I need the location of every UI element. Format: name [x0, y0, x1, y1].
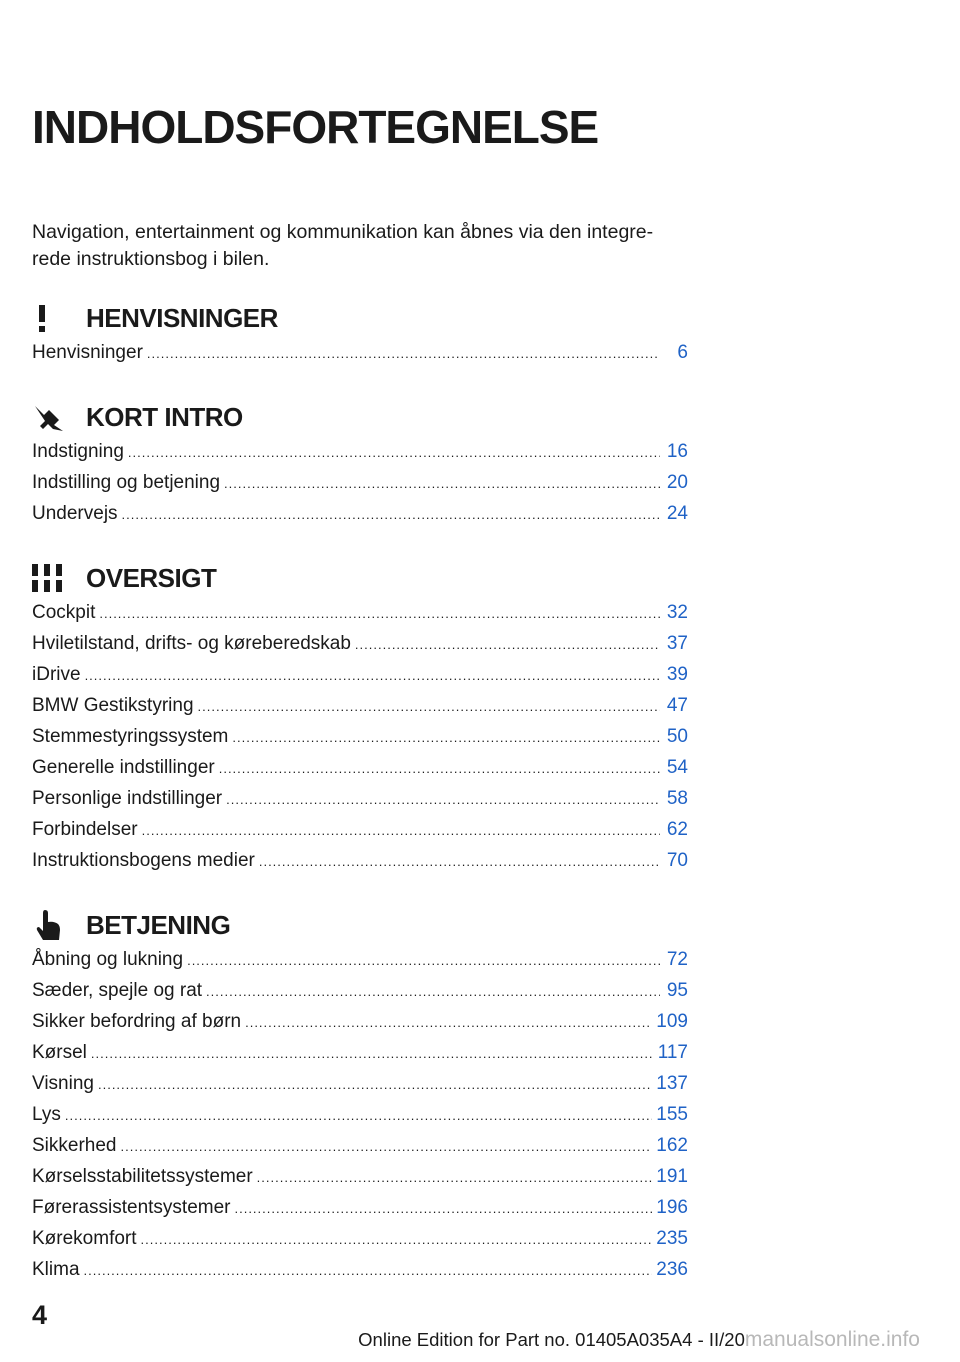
toc-entry-label: Kørselsstabilitetssystemer: [32, 1166, 253, 1187]
toc-entry[interactable]: [32, 472, 688, 503]
toc-sections: [32, 298, 688, 1314]
section-header: [32, 558, 688, 598]
toc-entry-page-link[interactable]: 6: [677, 342, 688, 363]
toc-entry[interactable]: [32, 980, 688, 1011]
dot-leader: [226, 792, 660, 807]
dot-leader: [206, 984, 660, 999]
intro-text: Navigation, entertainment og kommunikation kan åbnes via den integre-rede instruktionsbog i bilen.: [32, 221, 654, 270]
dot-leader: [198, 699, 660, 714]
dot-leader: [234, 1201, 652, 1216]
toc-entry-page-link[interactable]: 137: [656, 1073, 688, 1094]
dot-leader: [84, 1263, 653, 1278]
toc-section: [32, 397, 688, 534]
exclamation-icon: [32, 303, 70, 333]
dot-leader: [257, 1170, 653, 1185]
toc-entry-page-link[interactable]: 196: [656, 1197, 688, 1218]
toc-entry[interactable]: [32, 1259, 688, 1290]
toc-entry-label: Henvisninger: [32, 342, 143, 363]
page-number: 4: [32, 1300, 48, 1330]
dot-leader: [65, 1108, 652, 1123]
toc-entry-page-link[interactable]: 235: [656, 1228, 688, 1249]
toc-entry[interactable]: [32, 1042, 688, 1073]
dot-leader: [141, 1232, 653, 1247]
toc-entry-page-link[interactable]: 24: [666, 503, 688, 524]
toc-entry-label: Klima: [32, 1259, 80, 1280]
dot-leader: [121, 1139, 653, 1154]
dot-leader: [122, 507, 660, 522]
toc-entry[interactable]: [32, 850, 688, 881]
toc-entry[interactable]: [32, 695, 688, 726]
toc-entry-page-link[interactable]: 58: [666, 788, 688, 809]
dot-leader: [245, 1015, 652, 1030]
toc-entry[interactable]: [32, 633, 688, 664]
toc-entry-label: Sikker befordring af børn: [32, 1011, 242, 1032]
dot-leader: [224, 476, 660, 491]
toc-entry-page-link[interactable]: 32: [666, 602, 688, 623]
hand-icon: [32, 910, 70, 940]
toc-section: [32, 298, 688, 373]
toc-entry-label: Indstilling og betjening: [32, 472, 221, 493]
toc-entry-page-link[interactable]: 95: [666, 980, 688, 1001]
toc-entry-page-link[interactable]: 20: [666, 472, 688, 493]
toc-entry-label: Cockpit: [32, 602, 96, 623]
toc-entry-label: Instruktionsbogens medier: [32, 850, 255, 871]
toc-entry[interactable]: [32, 441, 688, 472]
toc-entry[interactable]: [32, 819, 688, 850]
toc-entry[interactable]: [32, 602, 688, 633]
toc-entry-label: Sikkerhed: [32, 1135, 117, 1156]
toc-entry-label: Stemmestyringssystem: [32, 726, 229, 747]
toc-entry-page-link[interactable]: 109: [656, 1011, 688, 1032]
toc-entry-label: Indstigning: [32, 441, 124, 462]
toc-entry-page-link[interactable]: 50: [666, 726, 688, 747]
toc-entry-label: Lys: [32, 1104, 61, 1125]
toc-entry-label: iDrive: [32, 664, 81, 685]
section-title: BETJENING: [86, 909, 231, 940]
dot-leader: [85, 668, 660, 683]
toc-entry-label: Hviletilstand, drifts- og køreberedskab: [32, 633, 351, 654]
toc-entry-label: Personlige indstillinger: [32, 788, 223, 809]
toc-entry-label: Visning: [32, 1073, 94, 1094]
toc-entry[interactable]: [32, 503, 688, 534]
toc-entry[interactable]: [32, 1228, 688, 1259]
toc-entry-label: Kørekomfort: [32, 1228, 137, 1249]
toc-entry-page-link[interactable]: 39: [666, 664, 688, 685]
toc-entry-label: Sæder, spejle og rat: [32, 980, 203, 1001]
section-title: HENVISNINGER: [86, 302, 278, 333]
section-title: OVERSIGT: [86, 562, 217, 593]
toc-entry[interactable]: [32, 1011, 688, 1042]
toc-entry[interactable]: [32, 1166, 688, 1197]
footer-edition: Online Edition for Part no. 01405A035A4 - II/20: [358, 1329, 745, 1350]
toc-entry-page-link[interactable]: 162: [656, 1135, 688, 1156]
toc-entry-label: Åbning og lukning: [32, 949, 184, 970]
toc-entry[interactable]: [32, 1197, 688, 1228]
page-title: INDHOLDSFORTEGNELSE: [32, 101, 599, 153]
toc-entry-label: Forbindelser: [32, 819, 138, 840]
toc-entry[interactable]: [32, 1135, 688, 1166]
toc-entry-page-link[interactable]: 62: [666, 819, 688, 840]
toc-entry-page-link[interactable]: 155: [656, 1104, 688, 1125]
toc-entry[interactable]: [32, 1104, 688, 1135]
toc-entry[interactable]: [32, 788, 688, 819]
toc-entry-label: Førerassistentsystemer: [32, 1197, 231, 1218]
dot-leader: [355, 637, 660, 652]
toc-entry-page-link[interactable]: 47: [666, 695, 688, 716]
toc-entry-page-link[interactable]: 191: [656, 1166, 688, 1187]
grid-icon: [32, 563, 70, 593]
toc-entry-page-link[interactable]: 37: [666, 633, 688, 654]
toc-entry-label: Generelle indstillinger: [32, 757, 215, 778]
dot-leader: [219, 761, 660, 776]
toc-entry[interactable]: [32, 342, 688, 373]
pin-icon: [32, 402, 70, 432]
toc-entry[interactable]: [32, 949, 688, 980]
dot-leader: [232, 730, 660, 745]
section-title: KORT INTRO: [86, 401, 243, 432]
toc-entry-page-link[interactable]: 54: [666, 757, 688, 778]
toc-entry[interactable]: [32, 757, 688, 788]
dot-leader: [142, 823, 660, 838]
toc-entry-label: Kørsel: [32, 1042, 87, 1063]
toc-entry-page-link[interactable]: 72: [666, 949, 688, 970]
section-header: [32, 298, 688, 338]
toc-entry-label: BMW Gestikstyring: [32, 695, 194, 716]
toc-section: [32, 558, 688, 881]
dot-leader: [99, 606, 660, 621]
toc-entry-label: Undervejs: [32, 503, 118, 524]
toc-entry-page-link[interactable]: 236: [656, 1259, 688, 1280]
footer-domain: manualsonline.info: [744, 1328, 920, 1351]
dot-leader: [187, 953, 660, 968]
dot-leader: [147, 346, 660, 361]
dot-leader: [91, 1046, 654, 1061]
toc-section: [32, 905, 688, 1290]
section-header: [32, 905, 688, 945]
toc-entry[interactable]: [32, 1073, 688, 1104]
footer: [358, 1328, 920, 1352]
toc-entry-page-link[interactable]: 117: [657, 1042, 688, 1063]
dot-leader: [98, 1077, 652, 1092]
toc-entry-page-link[interactable]: 70: [666, 850, 688, 871]
toc-entry[interactable]: [32, 664, 688, 695]
dot-leader: [259, 854, 660, 869]
dot-leader: [128, 445, 660, 460]
toc-entry-page-link[interactable]: 16: [666, 441, 688, 462]
section-header: [32, 397, 688, 437]
toc-entry[interactable]: [32, 726, 688, 757]
